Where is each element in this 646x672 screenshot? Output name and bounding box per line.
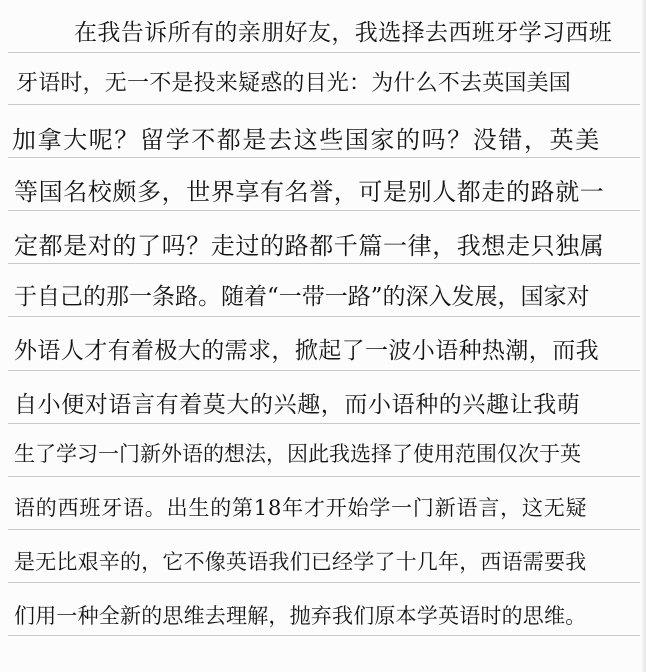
- text-line-5: [0, 220, 646, 270]
- text-line-4-content: 等国名校颇多，世界享有名誉，可是别人都走的路就一: [14, 178, 605, 206]
- text-line-8: [0, 380, 646, 430]
- text-line-10-content: 语的西班牙语。出生的第18年才开始学一门新语言，这无疑: [14, 496, 588, 520]
- text-line-7: [0, 326, 646, 376]
- text-line-1-content: 在我告诉所有的亲朋好友，我选择去西班牙学习西班: [74, 20, 613, 46]
- text-line-3-content: 加拿大呢？留学不都是去这些国家的吗？没错，英美: [12, 126, 601, 154]
- text-line-3: [0, 114, 646, 164]
- text-line-4: [0, 166, 646, 216]
- text-line-1: [0, 8, 646, 58]
- text-line-10: [0, 486, 646, 536]
- text-line-9-content: 生了学习一门新外语的想法，因此我选择了使用范围仅次于英: [14, 442, 581, 466]
- text-line-7-content: 外语人才有着极大的需求，掀起了一波小语种热潮，而我: [14, 338, 599, 364]
- text-line-2: [0, 60, 646, 110]
- text-line-11-content: 是无比艰辛的，它不像英语我们已经学了十几年，西语需要我: [14, 550, 587, 574]
- text-line-6-content: 于自己的那一条路。随着“一带一路”的深入发展，国家对: [14, 284, 590, 310]
- text-line-2-content: 牙语时，无一不是投来疑惑的目光：为什么不去英国美国: [16, 71, 572, 96]
- text-line-9: [0, 432, 646, 482]
- text-line-6: [0, 272, 646, 322]
- text-line-8-content: 自小便对语言有着莫大的兴趣，而小语种的兴趣让我萌: [14, 392, 581, 418]
- text-line-11: [0, 540, 646, 590]
- paper-edge-shadow: [642, 0, 646, 672]
- text-line-12: [0, 594, 646, 644]
- text-line-5-content: 定都是对的了吗？走过的路都千篇一律，我想走只独属: [14, 232, 605, 260]
- text-line-12-content: 们用一种全新的思维去理解，抛弃我们原本学英语时的思维。: [14, 604, 587, 628]
